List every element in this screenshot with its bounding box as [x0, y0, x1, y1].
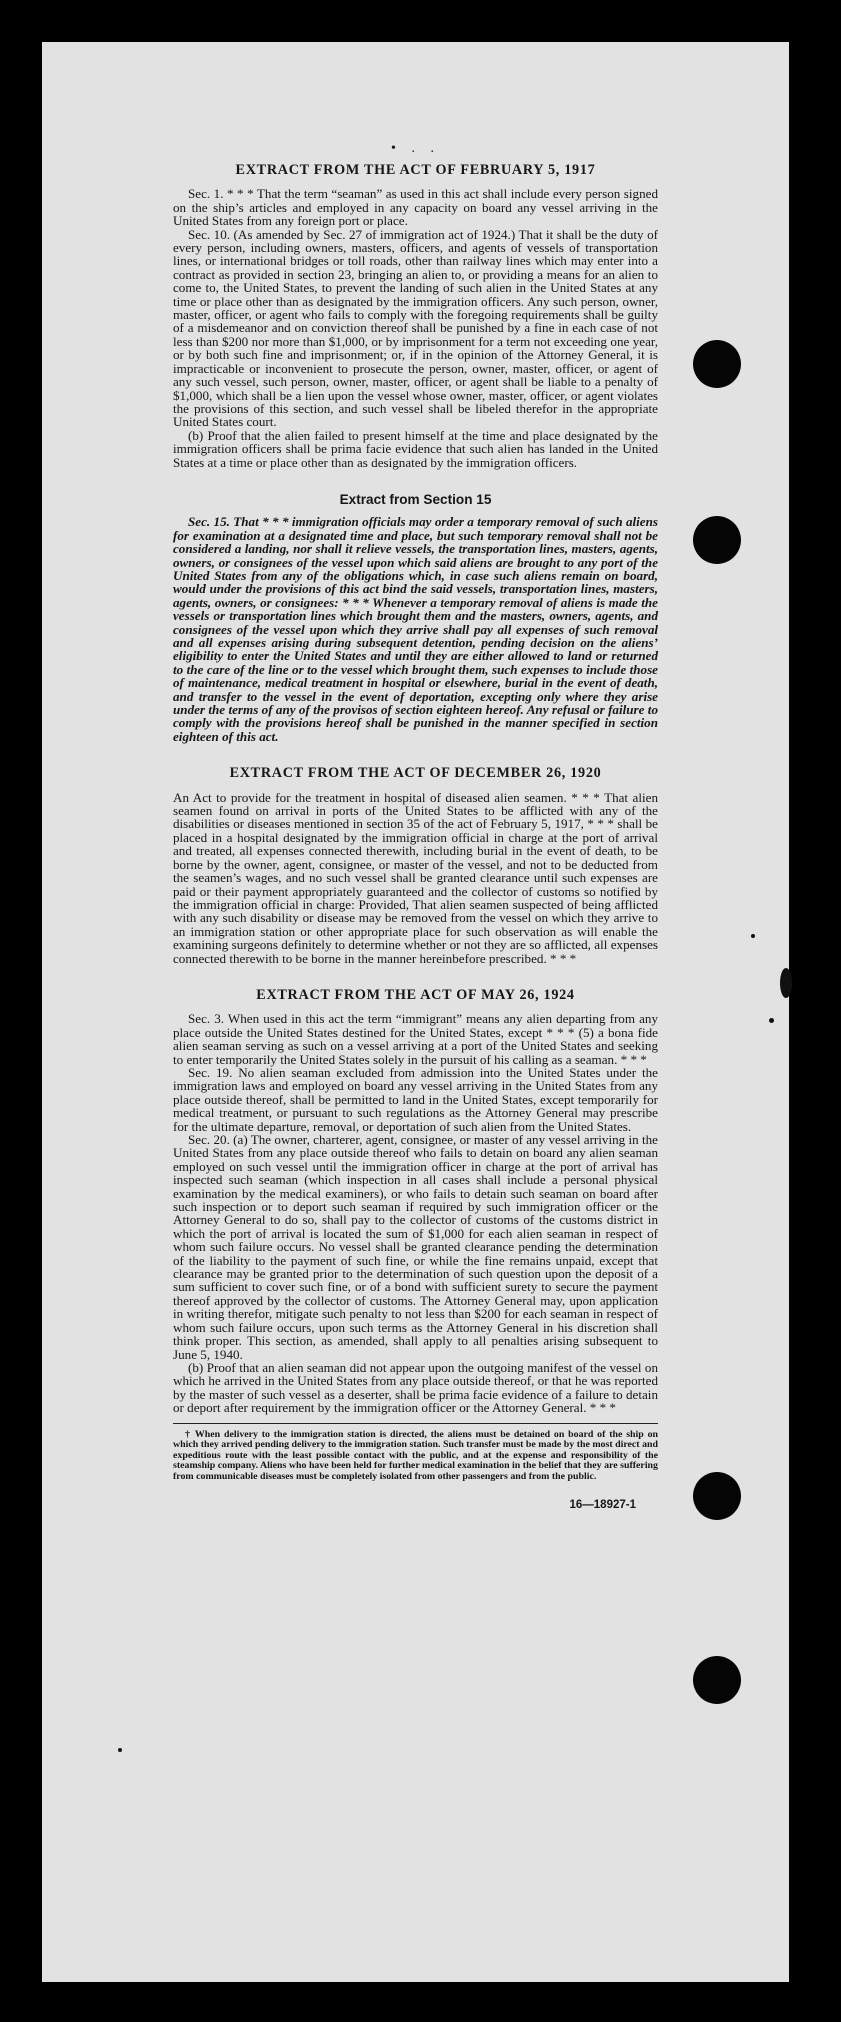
paragraph-act-1920: An Act to provide for the treatment in hospital of diseased alien seamen. * * * That alien seamen found on arrival in ports of the United States to be afflicted with any of the disabilities or diseases mentioned in section 35 of the act of February 5, 1917, * * * shall be placed in a hospital designated by the immigration official in charge at the port of arrival and treated, all expenses connected therewith, including burial in the event of death, to be borne by the owner, agent, consignee, or master of the vessel, and not to be deducted from the seamen’s wages, and no such vessel shall be granted clearance until such expenses are paid or their payment appropriately guaranteed and the collector of customs so notified by the immigration official in charge: Provided, That alien seamen suspected of being afflicted with any such disability or disease may be removed from the vessel on which they arrive to an immigration station or other appropriate place for such observation as will enable the examining surgeons definitely to determine whether or not they are so afflicted, all expenses connected therewith to be borne in the manner hereinbefore prescribed. * * * [173, 789, 658, 966]
top-mark: • . . [391, 141, 440, 156]
paragraph-sec-10-b: (b) Proof that the alien failed to present himself at the time and place designated by the immigration officers shall be prima facie evidence that such alien has landed in the United States at a time or place other than as designated by the immigration officers. [173, 427, 658, 470]
document-number: 16—18927-1 [569, 1498, 636, 1511]
heading-section-15: Extract from Section 15 [339, 491, 492, 507]
paragraph-sec-3: Sec. 3. When used in this act the term “immigrant” means any alien departing from any place outside the United States destined for the United States, except * * * (5) a bona fide alien seaman serving as such on a vessel arriving at a port of the United States and seeking to enter temporarily the United States solely in the pursuit of his calling as a seaman. * * * [173, 1011, 658, 1067]
document-page [42, 42, 789, 1982]
scan-speck [769, 1018, 774, 1023]
scan-speck [118, 1748, 122, 1752]
heading-act-1920: EXTRACT FROM THE ACT OF DECEMBER 26, 1920 [229, 765, 602, 782]
footnote-divider [173, 1423, 658, 1424]
paragraph-sec-20-a: Sec. 20. (a) The owner, charterer, agent, consignee, or master of any vessel arriving in the United States from any place outside thereof who fails to detain on board any alien seaman employed on such vessel until the immigration officer in charge at the port of arrival has inspected such seaman (which inspection in all cases shall include a personal physical examination by the medical examiners), or who fails to detain such seaman on board after such inspection or to deport such seaman if required by such immigration officer or the Attorney General to do so, shall pay to the collector of customs of the customs district in which the port of arrival is located the sum of $1,000 for each alien seaman in respect of whom such failure occurs. No vessel shall be granted clearance pending the determination of the liability to the payment of such fine, or while the fine remains unpaid, except that clearance may be granted prior to the determination of such question upon the deposit of a sum sufficient to cover such fine, or of a bond with sufficient surety to secure the payment thereof approved by the collector of customs. The Attorney General may, upon application in writing therefor, mitigate such penalty to not less than $200 for each seaman in respect of whom such failure occurs, upon such terms as the Attorney General in his discretion shall think proper. This section, as amended, shall apply to all penalties arising subsequent to June 5, 1940. [173, 1132, 658, 1362]
scan-speck [751, 934, 755, 938]
paragraph-sec-20-b: (b) Proof that an alien seaman did not appear upon the outgoing manifest of the vessel on which he arrived in the United States from any place outside thereof, or that he was reported by the master of such vessel as a deserter, shall be prima facie evidence of a failure to detain or deport after requirement by the immigration officer or the Attorney General. * * * [173, 1359, 658, 1416]
paragraph-sec-19: Sec. 19. No alien seaman excluded from admission into the United States under the immigration laws and employed on board any vessel arriving in the United States from any place outside thereof, shall be permitted to land in the United States, except temporarily for medical treatment, or pursuant to such regulations as the Attorney General may prescribe for the ultimate departure, removal, or deportation of such alien from the United States. [173, 1064, 658, 1134]
text-column [173, 142, 658, 1512]
paragraph-sec-10: Sec. 10. (As amended by Sec. 27 of immigration act of 1924.) That it shall be the duty of every person, including owners, masters, officers, and agents of vessels of transportation lines, or international bridges or toll roads, other than railway lines which may enter into a contract as provided in section 23, bringing an alien to, or providing a means for an alien to come to, the United States, to prevent the landing of such alien in the United States at any time or place other than as designated by the immigration officers. Any such person, owner, master, officer, or agent who fails to comply with the foregoing requirements shall be guilty of a misdemeanor and on conviction thereof shall be punished by a fine in each case of not less than $200 nor more than $1,000, or by imprisonment for a term not exceeding one year, or by both such fine and imprisonment; or, if in the opinion of the Attorney General, it is impracticable or inconvenient to prosecute the person, owner, master, officer, or agent of any such vessel, such person, owner, master, officer, or agent shall be liable to a penalty of $1,000, which shall be a lien upon the vessel whose owner, master, officer, or agent violates the provisions of this section, and such vessel shall be libeled therefor in the appropriate United States court. [173, 226, 658, 430]
section-act-1920 [173, 767, 658, 965]
heading-act-1924: EXTRACT FROM THE ACT OF MAY 26, 1924 [256, 986, 575, 1003]
heading-act-1917: EXTRACT FROM THE ACT OF FEBRUARY 5, 1917 [235, 162, 596, 178]
paragraph-sec-15: Sec. 15. That * * * immigration officials may order a temporary removal of such aliens for examination at a designated time and place, but such temporary removal shall not be considered a landing, nor shall it relieve vessels, the transportation lines, masters, agents, owners, or consignees of the vessel upon which said aliens are brought to any port of the United States from any of the obligations which, in case such aliens remain on board, would under the provisions of this act bind the said vessels, transportation lines, masters, agents, owners, or consignees: * * * Whenever a temporary removal of aliens is made the vessels or transportation lines which brought them and the masters, owners, agents, and consignees of the vessel upon which they arrive shall pay all expenses of such removal and all expenses arising during subsequent detention, pending decision on the aliens’ eligibility to enter the United States and until they are either allowed to land or returned to the care of the line or to the vessel which brought them, such expenses to include those of maintenance, medical treatment in hospital or elsewhere, burial in the event of death, and transfer to the vessel in the event of deportation, excepting only where they arise under the terms of any of the provisos of section eighteen hereof. Any refusal or failure to comply with the provisions hereof shall be punished in the manner specified in section eighteen of this act. [173, 514, 658, 744]
section-15 [173, 493, 658, 743]
scan-speck [780, 968, 792, 998]
paragraph-sec-1: Sec. 1. * * * That the term “seaman” as used in this act shall include every person signed on the ship’s articles and employed in any capacity on board any vessel arriving in the United States from any foreign port or place. [173, 186, 658, 229]
footnote [173, 1430, 658, 1483]
punch-hole [693, 1656, 741, 1704]
section-act-1917 [173, 164, 658, 469]
punch-hole [693, 1472, 741, 1520]
footnote-text: † When delivery to the immigration station is directed, the aliens must be detained on board of the ship on which they arrived pending delivery to the immigration station. Such transfer must be made by the most direct and expeditious route with the least possible contact with the public, and at the expense and responsibility of the steamship company. Aliens who have been held for further medical examination in the belief that they are suffering from communicable diseases must be completely isolated from other passengers and from the public. [173, 1428, 658, 1482]
section-act-1924 [173, 986, 658, 1416]
punch-hole [693, 516, 741, 564]
punch-hole [693, 340, 741, 388]
